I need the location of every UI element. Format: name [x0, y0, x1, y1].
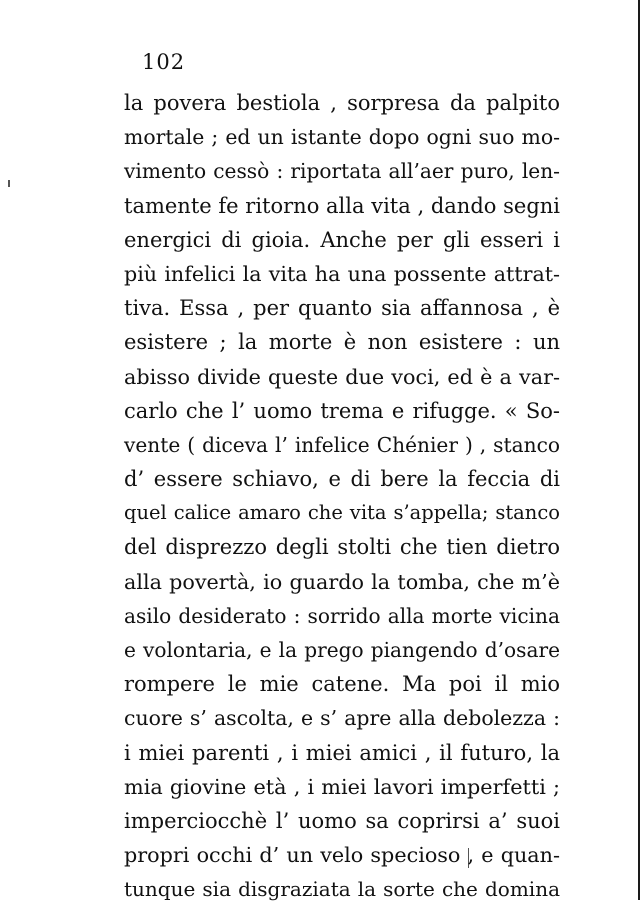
text-line: imperciocchè l’ uomo sa coprirsi a’ suoi — [124, 808, 560, 833]
text-line: i miei parenti , i miei amici , il futuro, la — [124, 740, 560, 765]
text-line: tunque sia disgraziata la sorte che domina — [124, 877, 560, 902]
text-line: d’ essere schiavo, e di bere la feccia di — [124, 467, 560, 492]
text-line: energici di gioia. Anche per gli esseri i — [124, 227, 560, 252]
margin-mark — [8, 180, 10, 187]
text-line: abisso divide queste due voci, ed è a var- — [124, 364, 560, 389]
text-line: esistere ; la morte è non esistere : un — [124, 330, 560, 355]
text-line: cuore s’ ascolta, e s’ apre alla debolezza : — [124, 706, 560, 731]
text-line: tamente fe ritorno alla vita , dando segni — [124, 193, 560, 218]
text-line: propri occhi d’ un velo specioso , e quan- — [124, 843, 560, 868]
text-line: quel calice amaro che vita s’appella; stanco — [124, 501, 560, 525]
page-number: 102 — [142, 50, 186, 74]
text-line: carlo che l’ uomo trema e rifugge. « So- — [124, 398, 560, 423]
text-line: rompere le mie catene. Ma poi il mio — [124, 672, 560, 697]
text-line: asilo desiderato : sorrido alla morte vicina — [124, 603, 560, 628]
page-edge-line — [638, 0, 640, 900]
text-line: vente ( diceva l’ infelice Chénier ) , stanco — [124, 432, 560, 457]
text-line: mortale ; ed un istante dopo ogni suo mo- — [124, 125, 560, 150]
text-line: tiva. Essa , per quanto sia affannosa , è — [124, 296, 560, 321]
text-line: la povera bestiola , sorpresa da palpito — [124, 91, 560, 115]
text-line: e volontaria, e la prego piangendo d’osare — [124, 638, 560, 662]
body-text — [124, 86, 560, 907]
text-line: più infelici la vita ha una possente attrat- — [124, 261, 560, 286]
text-line: del disprezzo degli stolti che tien dietro — [124, 535, 560, 560]
text-line: alla povertà, io guardo la tomba, che m’è — [124, 569, 560, 594]
text-line: vimento cessò : riportata all’aer puro, len- — [124, 159, 560, 184]
text-line: mia giovine età , i miei lavori imperfetti ; — [124, 774, 560, 799]
